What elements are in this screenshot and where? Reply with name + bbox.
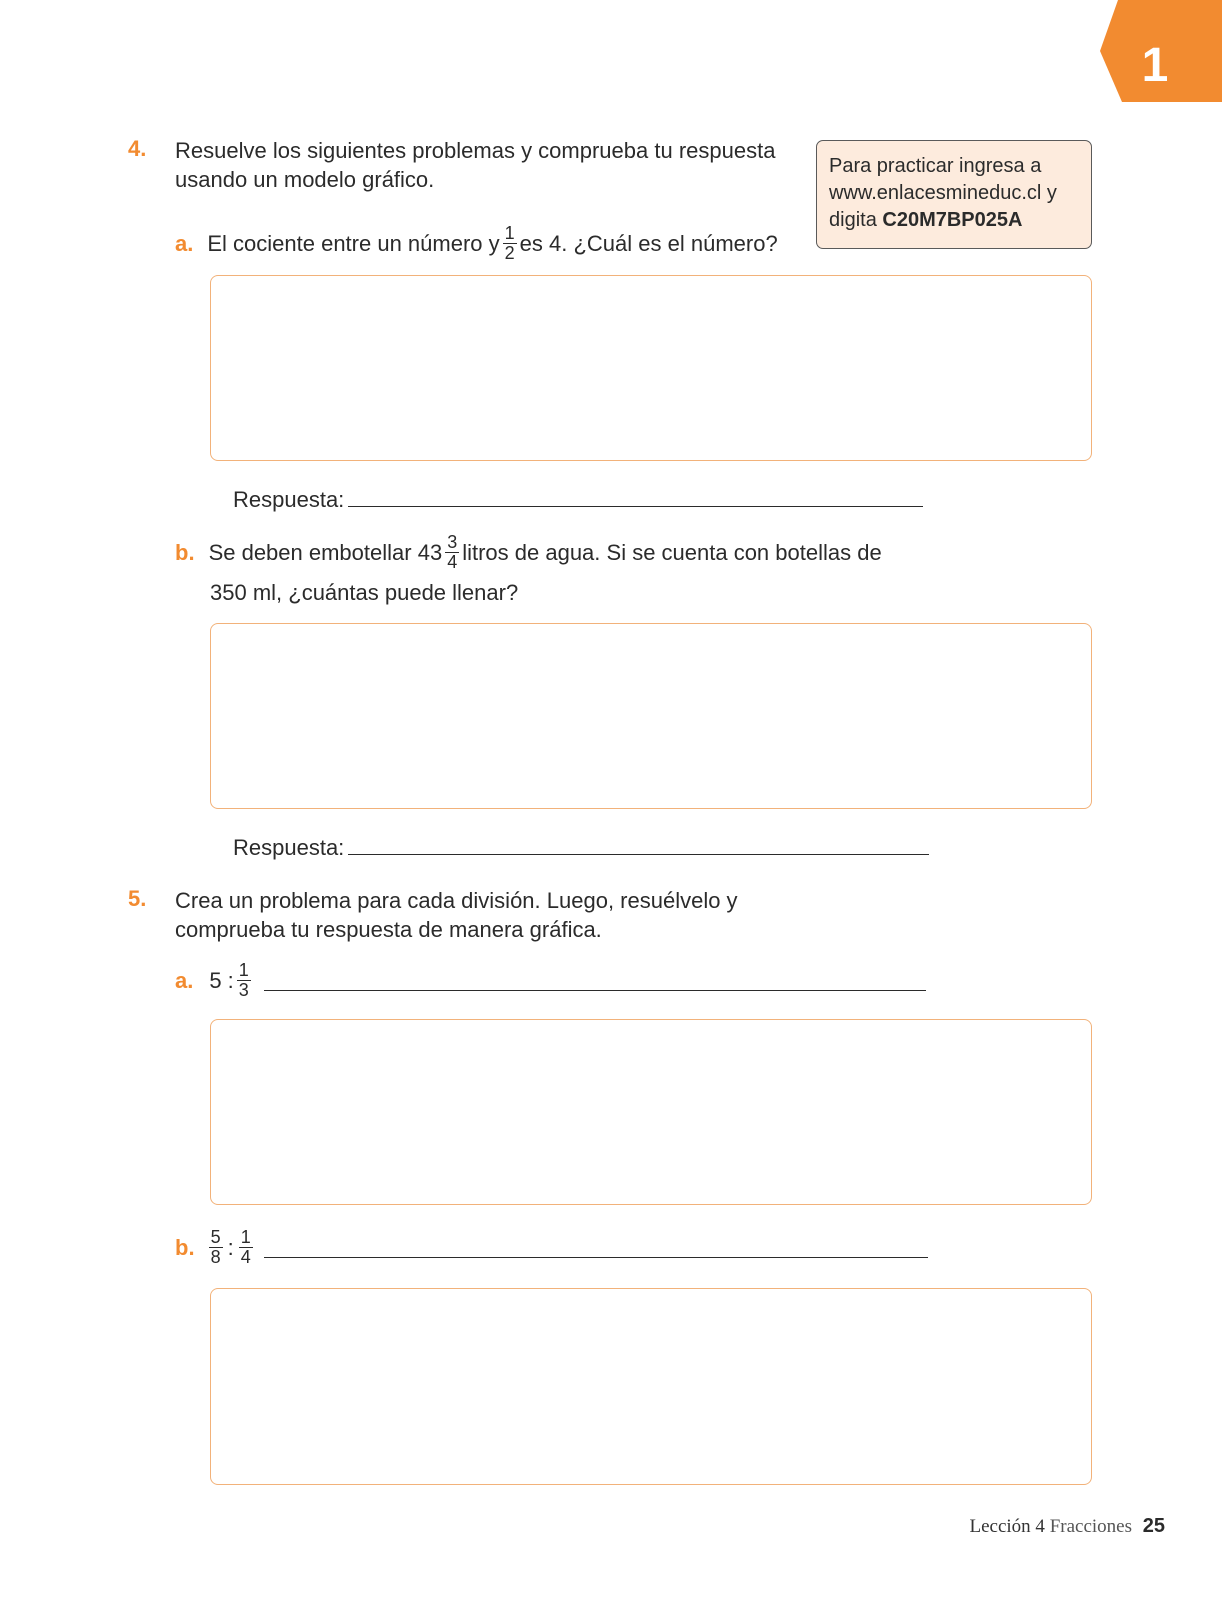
question-4b-text-after: litros de agua. Si se cuenta con botellas de [462,539,882,565]
page-number: 25 [1142,1515,1165,1537]
fraction-one-quarter [239,1228,253,1267]
question-4a-letter: a. [175,230,194,256]
problem-line-5a[interactable] [264,990,926,991]
question-4b-text-before: Se deben embotellar 43 [208,539,443,565]
fraction-numerator: 3 [447,532,458,552]
question-5-text-line1: Crea un problema para cada división. Luego, resuélvelo y [175,888,738,913]
question-5a-operator: : [227,967,234,993]
answer-work-box-4b[interactable] [210,623,1092,809]
practice-hint-box [816,140,1092,249]
fraction-one-third [237,961,251,1000]
footer-topic: Fracciones [1049,1516,1132,1537]
fraction-denominator: 8 [210,1247,221,1267]
question-4a-text-before: El cociente entre un número y [207,230,500,256]
answer-label-4b: Respuesta: [233,835,345,860]
footer-lesson: Lección 4 [969,1516,1045,1537]
question-4a-text-after: es 4. ¿Cuál es el número? [519,230,778,256]
question-5-number: 5. [128,886,147,911]
fraction-one-half [503,224,517,263]
question-4-text-line2: usando un modelo gráfico. [175,167,435,192]
fraction-numerator: 1 [240,1227,251,1247]
question-5a-whole: 5 [209,967,222,993]
fraction-denominator: 4 [240,1247,251,1267]
question-4b [175,533,882,572]
fraction-five-eighths [209,1228,223,1267]
answer-label-4a: Respuesta: [233,487,345,512]
question-5-text-line2: comprueba tu respuesta de manera gráfica. [175,917,602,942]
fraction-denominator: 3 [238,980,249,1000]
answer-work-box-4a[interactable] [210,275,1092,461]
hint-code: C20M7BP025A [882,209,1023,231]
problem-line-5b[interactable] [264,1257,928,1258]
answer-work-box-5b[interactable] [210,1288,1092,1485]
question-5b [175,1228,256,1267]
question-4a [175,224,778,263]
hint-line1: Para practicar ingresa a [829,155,1042,177]
question-5a-letter: a. [175,967,194,993]
question-5a [175,961,254,1000]
question-5b-operator: : [227,1234,234,1260]
fraction-three-quarters [445,533,459,572]
hint-line3-prefix: digita [829,209,877,231]
fraction-numerator: 1 [504,223,515,243]
question-5b-letter: b. [175,1234,195,1260]
unit-number: 1 [1141,39,1169,92]
question-4b-letter: b. [175,539,195,565]
fraction-denominator: 2 [504,243,515,263]
hint-line2: www.enlacesmineduc.cl y [829,182,1057,204]
fraction-denominator: 4 [447,552,458,572]
hint-line3 [829,207,1081,234]
question-4b-text-line2: 350 ml, ¿cuántas puede llenar? [210,580,519,605]
answer-line-4a[interactable] [348,506,923,507]
page-footer [950,1515,1165,1538]
answer-line-4b[interactable] [348,854,929,855]
question-4-number: 4. [128,136,147,161]
fraction-numerator: 5 [210,1227,221,1247]
answer-work-box-5a[interactable] [210,1019,1092,1205]
fraction-numerator: 1 [238,960,249,980]
question-4-text-line1: Resuelve los siguientes problemas y comprueba tu respuesta [175,138,776,163]
